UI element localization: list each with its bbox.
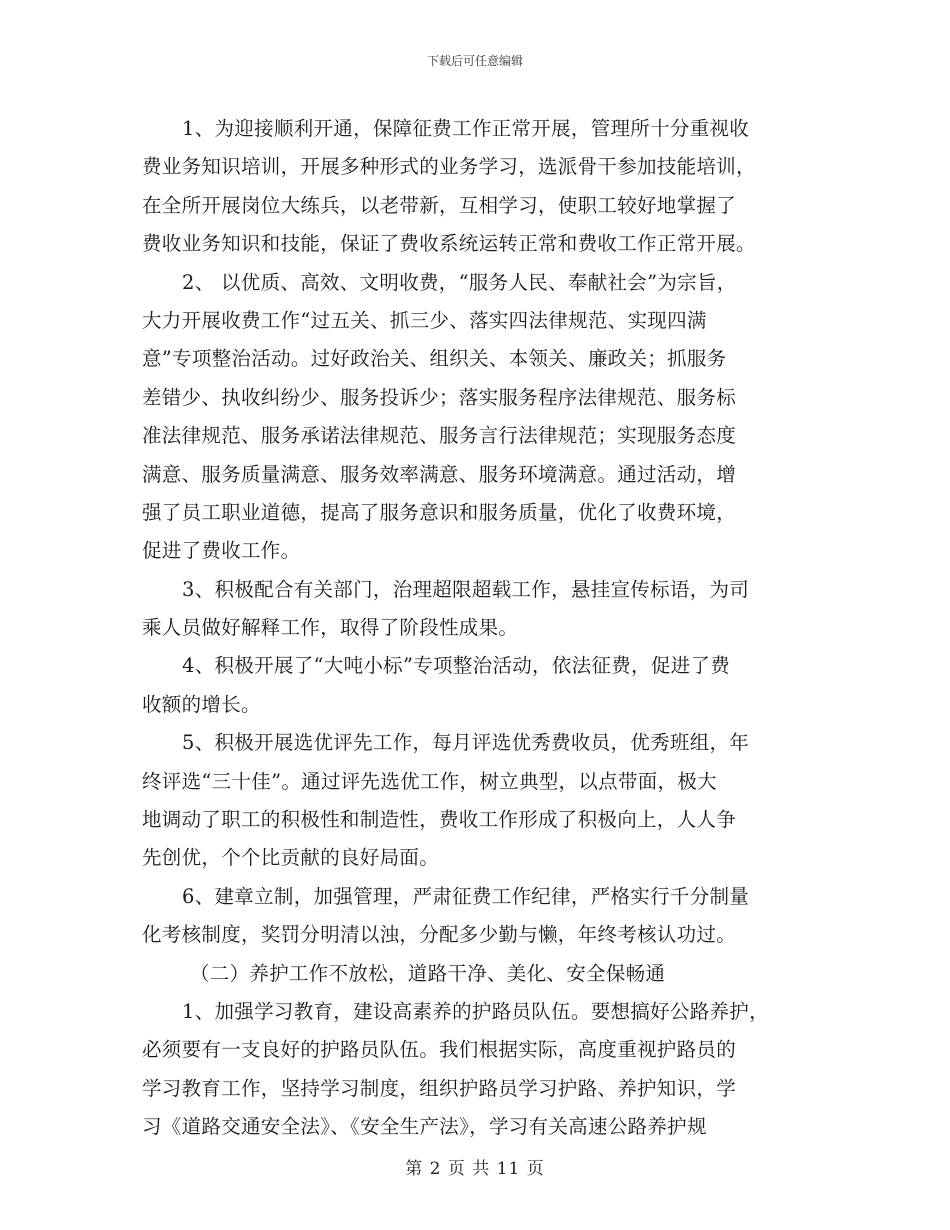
text-line: 准法律规范、服务承诺法律规范、服务言行法律规范；实现服务态度 (142, 424, 737, 448)
text-line: 3、积极配合有关部门，治理超限超载工作，悬挂宣传标语，为司 (182, 577, 750, 601)
text-line: 1、为迎接顺利开通，保障征费工作正常开展，管理所十分重视收 (182, 117, 750, 140)
text-line: 学习教育工作，坚持学习制度，组织护路员学习护路、养护知识，学 (142, 1076, 737, 1100)
text-line: 费收业务知识和技能，保证了费收系统运转正常和费收工作正常开展。 (142, 232, 756, 256)
text-line: 在全所开展岗位大练兵，以老带新，互相学习，使职工较好地掌握了 (142, 193, 737, 217)
text-line: 强了员工职业道德，提高了服务意识和服务质量，优化了收费环境， (142, 500, 737, 524)
text-line: 乘人员做好解释工作，取得了阶段性成果。 (142, 616, 519, 640)
text-line: 化考核制度，奖罚分明清以浊，分配多少勤与懒，年终考核认功过。 (142, 923, 737, 947)
text-line: 必须要有一支良好的护路员队伍。我们根据实际，高度重视护路员的 (142, 1038, 737, 1062)
text-line: 费业务知识培训，开展多种形式的业务学习，选派骨干参加技能培训， (142, 155, 756, 179)
text-line: 意”专项整治活动。过好政治关、组织关、本领关、廉政关；抓服务 (142, 347, 727, 371)
page-header-note: 下载后可任意编辑 (426, 54, 523, 68)
page-number-footer: 第 2 页 共 11 页 (405, 1159, 545, 1179)
text-line: 收额的增长。 (142, 692, 261, 716)
text-line: 差错少、执收纠纷少、服务投诉少；落实服务程序法律规范、服务标 (142, 385, 737, 409)
text-line: 满意、服务质量满意、服务效率满意、服务环境满意。通过活动，增 (142, 462, 737, 486)
text-line: 地调动了职工的积极性和制造性，费收工作形成了积极向上，人人争 (142, 808, 737, 832)
text-line: 5、积极开展选优评先工作，每月评选优秀费收员，优秀班组，年 (182, 731, 750, 755)
text-line: 2、 以优质、高效、文明收费，“服务人民、奉献社会”为宗旨， (182, 270, 737, 294)
text-line: 先创优，个个比贡献的良好局面。 (142, 846, 440, 870)
text-line: 促进了费收工作。 (142, 539, 301, 563)
text-line: （二）养护工作不放松，道路干净、美化、安全保畅通 (190, 961, 666, 985)
text-line: 6、建章立制，加强管理，严肃征费工作纪律，严格实行千分制量 (182, 884, 750, 908)
text-line: 4、积极开展了“大吨小标”专项整治活动，依法征费，促进了费 (182, 654, 731, 678)
text-line: 习《道路交通安全法》、《安全生产法》，学习有关高速公路养护规 (142, 1115, 707, 1139)
text-line: 终评选“三十佳”。通过评先选优工作，树立典型，以点带面，极大 (142, 769, 717, 793)
text-line: 1、加强学习教育，建设高素养的护路员队伍。要想搞好公路养护， (182, 999, 769, 1023)
text-line: 大力开展收费工作“过五关、抓三少、落实四法律规范、实现四满 (142, 308, 707, 332)
document-body (142, 110, 812, 1147)
